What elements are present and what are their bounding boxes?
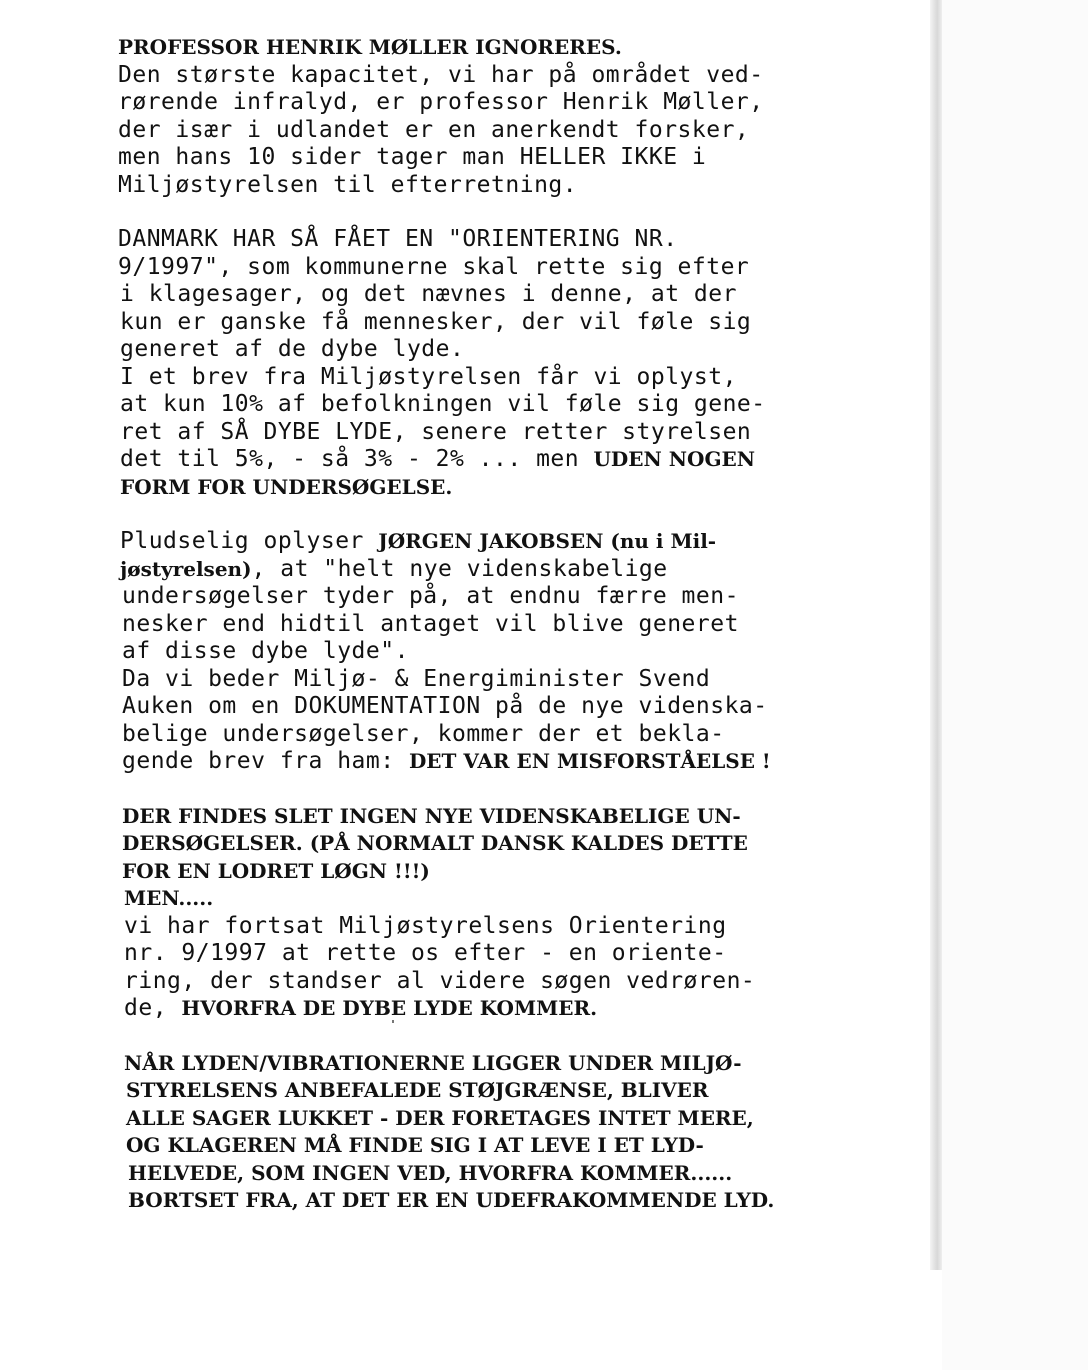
body-text: Pludselig oplyser bbox=[120, 528, 379, 554]
text-line bbox=[120, 309, 890, 337]
text-line bbox=[122, 721, 892, 749]
bold-text: MEN..... bbox=[124, 886, 214, 910]
text-line bbox=[122, 803, 892, 831]
body-text: i klagesager, og det nævnes i denne, at der bbox=[120, 281, 737, 307]
text-line bbox=[128, 1187, 898, 1215]
body-text: generet af de dybe lyde. bbox=[120, 336, 465, 362]
body-text: men hans 10 sider tager man HELLER IKKE i bbox=[118, 144, 707, 170]
text-line bbox=[126, 1105, 896, 1133]
text-line bbox=[118, 226, 888, 254]
text-line bbox=[124, 1050, 894, 1078]
bold-text: FOR EN LODRET LØGN !!!) bbox=[122, 858, 430, 883]
text-line bbox=[118, 172, 888, 200]
page-edge-shadow bbox=[930, 0, 942, 1270]
body-text: vi har fortsat Miljøstyrelsens Orientering bbox=[124, 912, 727, 939]
text-line bbox=[120, 391, 890, 419]
bold-text: HELVEDE, SOM INGEN VED, HVORFRA KOMMER...... bbox=[128, 1160, 733, 1185]
body-text: nr. 9/1997 at rette os efter - en oriente- bbox=[124, 940, 727, 966]
text-line bbox=[122, 858, 892, 886]
scan-margin bbox=[942, 0, 1088, 1370]
body-text: rørende infralyd, er professor Henrik Møller, bbox=[118, 89, 764, 115]
body-text: nesker end hidtil antaget vil blive generet bbox=[122, 610, 739, 637]
paragraph-gap bbox=[118, 1023, 888, 1050]
body-text: Miljøstyrelsen til efterretning. bbox=[118, 171, 578, 198]
text-line bbox=[120, 419, 890, 447]
bold-text: FORM FOR UNDERSØGELSE. bbox=[120, 474, 453, 499]
body-text: Da vi beder Miljø- & Energiminister Svend bbox=[122, 665, 711, 692]
bold-text: HVORFRA DE DYBE LYDE KOMMER. bbox=[181, 996, 598, 1020]
bold-text: BORTSET FRA, AT DET ER EN UDEFRAKOMMENDE LYD. bbox=[128, 1188, 775, 1212]
bold-text: ALLE SAGER LUKKET - DER FORETAGES INTET MERE, bbox=[126, 1105, 754, 1130]
body-text: de, bbox=[124, 995, 182, 1021]
body-text: 9/1997", som kommunerne skal rette sig efter bbox=[118, 253, 750, 280]
bold-text: DET VAR EN MISFORSTÅELSE ! bbox=[408, 749, 771, 773]
text-line bbox=[122, 638, 892, 666]
text-line bbox=[126, 1077, 896, 1105]
body-text: I et brev fra Miljøstyrelsen får vi oplyst, bbox=[120, 363, 737, 390]
text-line bbox=[122, 693, 892, 721]
text-line bbox=[118, 144, 888, 172]
text-line bbox=[124, 968, 894, 996]
text-line bbox=[118, 254, 888, 282]
paragraph bbox=[118, 528, 888, 776]
bold-text: JØRGEN JAKOBSEN (nu i Mil- bbox=[378, 529, 717, 553]
text-line bbox=[120, 446, 890, 474]
body-text: gende brev fra ham: bbox=[122, 748, 409, 774]
paragraph bbox=[118, 34, 888, 199]
text-line bbox=[122, 830, 892, 858]
body-text: DANMARK HAR SÅ FÅET EN "ORIENTERING NR. bbox=[118, 226, 678, 252]
text-line bbox=[122, 611, 892, 639]
paragraph bbox=[118, 1050, 888, 1215]
text-line bbox=[124, 995, 894, 1023]
text-column bbox=[118, 34, 888, 1215]
bold-text: NÅR LYDEN/VIBRATIONERNE LIGGER UNDER MILJØ- bbox=[124, 1050, 742, 1075]
text-line bbox=[118, 62, 888, 90]
body-text: Den største kapacitet, vi har på området ved- bbox=[118, 61, 764, 88]
text-line bbox=[124, 913, 894, 941]
text-line bbox=[120, 528, 890, 556]
body-text: ring, der standser al videre søgen vedrøren- bbox=[124, 967, 756, 994]
text-line bbox=[120, 556, 890, 584]
body-text: der især i udlandet er en anerkendt forsker, bbox=[118, 116, 750, 143]
body-text: , at "helt nye videnskabelige bbox=[251, 555, 668, 582]
paragraph bbox=[118, 803, 888, 1023]
bold-text: jøstyrelsen) bbox=[120, 556, 252, 581]
text-line bbox=[122, 666, 892, 694]
text-line bbox=[126, 1132, 896, 1160]
body-text: ret af SÅ DYBE LYDE, senere retter styrelsen bbox=[120, 418, 752, 445]
bold-text: OG KLAGEREN MÅ FINDE SIG I AT LEVE I ET LYD- bbox=[126, 1133, 704, 1157]
text-line bbox=[118, 89, 888, 117]
body-text: kun er ganske få mennesker, der vil føle sig bbox=[120, 308, 752, 335]
text-line bbox=[118, 117, 888, 145]
text-line bbox=[118, 34, 888, 62]
text-line bbox=[124, 940, 894, 968]
body-text: undersøgelser tyder på, at endnu færre men- bbox=[122, 583, 739, 609]
bold-text: UDEN NOGEN bbox=[593, 447, 756, 471]
paragraph-gap bbox=[118, 776, 888, 803]
bold-text: DERSØGELSER. (PÅ NORMALT DANSK KALDES DETTE bbox=[122, 831, 748, 855]
bold-text: STYRELSENS ANBEFALEDE STØJGRÆNSE, BLIVER bbox=[126, 1078, 709, 1102]
text-line bbox=[120, 336, 890, 364]
paragraph bbox=[118, 226, 888, 501]
text-line bbox=[120, 474, 890, 502]
paragraph-gap bbox=[118, 501, 888, 528]
text-line bbox=[120, 281, 890, 309]
text-line bbox=[122, 748, 892, 776]
body-text: at kun 10% af befolkningen vil føle sig gene- bbox=[120, 391, 766, 417]
text-line bbox=[128, 1160, 898, 1188]
paragraph-gap bbox=[118, 199, 888, 226]
text-line bbox=[122, 583, 892, 611]
body-text: af disse dybe lyde". bbox=[122, 638, 409, 664]
bold-text: PROFESSOR HENRIK MØLLER IGNORERES. bbox=[118, 35, 622, 59]
body-text: belige undersøgelser, kommer der et bekla- bbox=[122, 720, 725, 747]
text-line bbox=[124, 885, 894, 913]
bold-text: DER FINDES SLET INGEN NYE VIDENSKABELIGE UN- bbox=[122, 803, 741, 828]
body-text: Auken om en DOKUMENTATION på de nye videnska- bbox=[122, 693, 768, 719]
body-text: det til 5%, - så 3% - 2% ... men bbox=[120, 446, 594, 472]
text-line bbox=[120, 364, 890, 392]
